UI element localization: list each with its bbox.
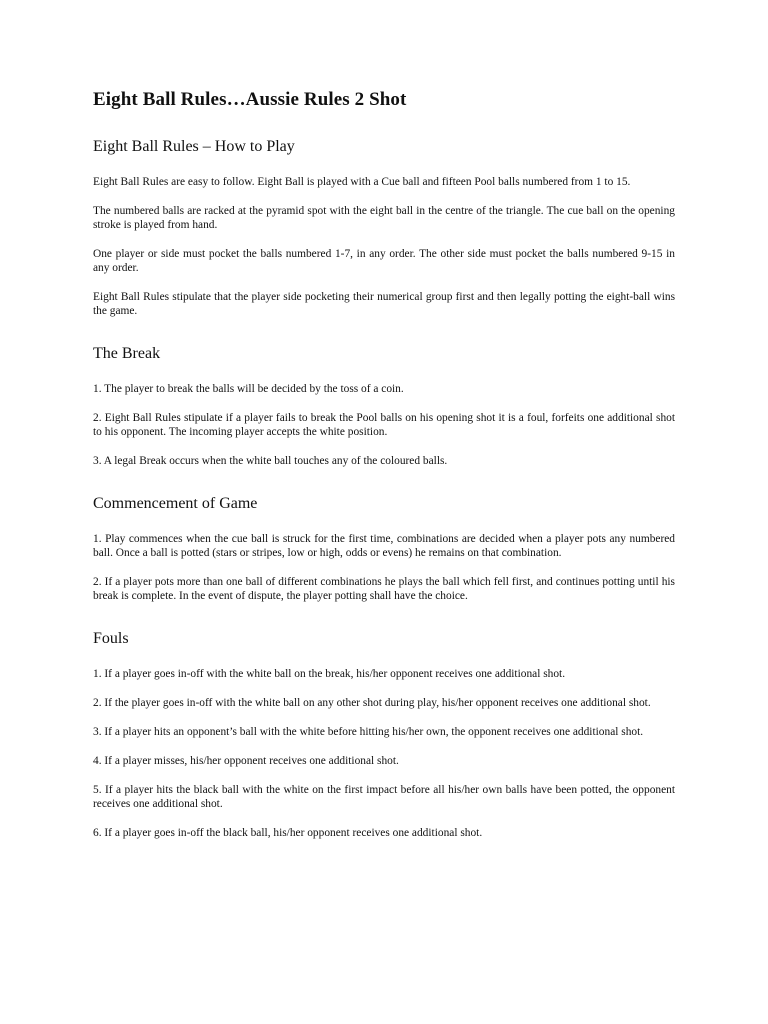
paragraph: 2. If a player pots more than one ball of different combinations he plays the ball which fell first, and continues potting until his break is complete. In the event of dispute, the player potting shall have the choice. [93,576,675,602]
paragraph: 3. If a player hits an opponent’s ball with the white before hitting his/her own, the opponent receives one additional shot. [93,726,644,738]
section-the-break [93,344,675,468]
section-commencement [93,494,675,603]
section-heading: Fouls [93,630,129,647]
section-fouls [93,629,675,840]
paragraph: 6. If a player goes in-off the black ball, his/her opponent receives one additional shot. [93,827,483,839]
section-how-to-play [93,137,675,318]
paragraph: 1. If a player goes in-off with the white ball on the break, his/her opponent receives one additional shot. [93,668,566,680]
paragraph: The numbered balls are racked at the pyramid spot with the eight ball in the centre of the triangle. The cue ball on the opening stroke is played from hand. [93,205,675,231]
paragraph: 1. The player to break the balls will be decided by the toss of a coin. [93,383,404,395]
section-heading: Eight Ball Rules – How to Play [93,138,295,155]
paragraph: 5. If a player hits the black ball with the white on the first impact before all his/her own balls have been potted, the opponent receives one additional shot. [93,784,675,810]
paragraph: One player or side must pocket the balls numbered 1-7, in any order. The other side must pocket the balls numbered 9-15 in any order. [93,248,675,274]
paragraph: Eight Ball Rules are easy to follow. Eight Ball is played with a Cue ball and fifteen Pool balls numbered from 1 to 15. [93,176,631,188]
paragraph: 1. Play commences when the cue ball is struck for the first time, combinations are decided when a player pots any numbered ball. Once a ball is potted (stars or stripes, low or high, odds or evens) he remains on that combination. [93,533,675,559]
paragraph: 4. If a player misses, his/her opponent receives one additional shot. [93,755,399,767]
document-title: Eight Ball Rules…Aussie Rules 2 Shot [93,89,407,110]
section-heading: The Break [93,345,161,362]
paragraph: 3. A legal Break occurs when the white ball touches any of the coloured balls. [93,455,448,467]
paragraph: Eight Ball Rules stipulate that the player side pocketing their numerical group first and then legally potting the eight-ball wins the game. [93,291,675,317]
paragraph: 2. If the player goes in-off with the white ball on any other shot during play, his/her opponent receives one additional shot. [93,697,651,709]
section-heading: Commencement of Game [93,495,258,512]
paragraph: 2. Eight Ball Rules stipulate if a player fails to break the Pool balls on his opening shot it is a foul, forfeits one additional shot to his opponent. The incoming player accepts the white position. [93,412,675,438]
